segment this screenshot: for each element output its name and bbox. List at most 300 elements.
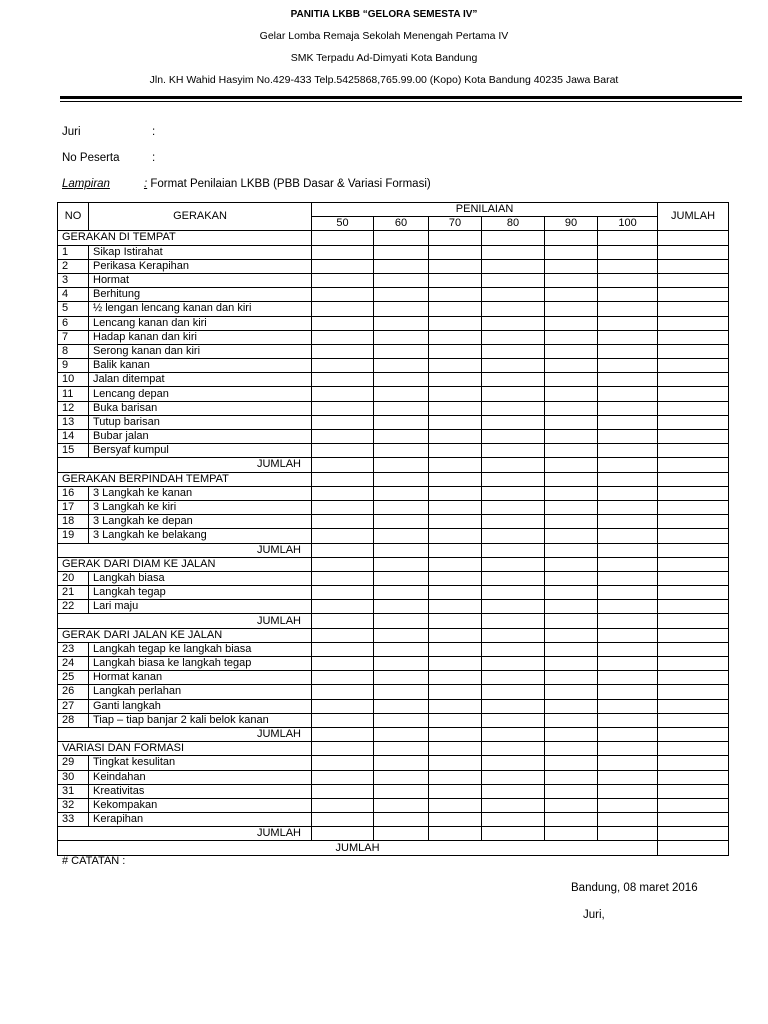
score-cell[interactable] (429, 600, 482, 614)
score-cell[interactable] (658, 486, 729, 500)
score-cell[interactable] (312, 486, 374, 500)
score-cell[interactable] (482, 770, 545, 784)
score-cell[interactable] (312, 614, 374, 628)
score-cell[interactable] (598, 359, 658, 373)
score-cell[interactable] (598, 827, 658, 841)
score-cell[interactable] (312, 798, 374, 812)
score-cell[interactable] (374, 302, 429, 316)
score-cell[interactable] (429, 586, 482, 600)
grand-total-cell[interactable] (658, 841, 729, 855)
score-cell[interactable] (482, 586, 545, 600)
score-cell[interactable] (545, 798, 598, 812)
score-cell[interactable] (598, 770, 658, 784)
score-cell[interactable] (374, 515, 429, 529)
score-cell[interactable] (482, 515, 545, 529)
score-cell[interactable] (429, 543, 482, 557)
score-cell[interactable] (658, 515, 729, 529)
score-cell[interactable] (429, 231, 482, 245)
score-cell[interactable] (312, 288, 374, 302)
score-cell[interactable] (658, 500, 729, 514)
score-cell[interactable] (482, 359, 545, 373)
score-cell[interactable] (429, 344, 482, 358)
score-cell[interactable] (374, 699, 429, 713)
score-cell[interactable] (545, 571, 598, 585)
score-cell[interactable] (429, 245, 482, 259)
score-cell[interactable] (429, 813, 482, 827)
score-cell[interactable] (658, 813, 729, 827)
score-cell[interactable] (374, 472, 429, 486)
score-cell[interactable] (429, 444, 482, 458)
score-cell[interactable] (598, 657, 658, 671)
score-cell[interactable] (374, 557, 429, 571)
score-cell[interactable] (312, 415, 374, 429)
score-cell[interactable] (374, 756, 429, 770)
score-cell[interactable] (374, 813, 429, 827)
score-cell[interactable] (598, 444, 658, 458)
score-cell[interactable] (429, 770, 482, 784)
score-cell[interactable] (312, 671, 374, 685)
score-cell[interactable] (658, 699, 729, 713)
score-cell[interactable] (598, 628, 658, 642)
score-cell[interactable] (598, 500, 658, 514)
score-cell[interactable] (374, 500, 429, 514)
score-cell[interactable] (545, 713, 598, 727)
score-cell[interactable] (658, 727, 729, 741)
score-cell[interactable] (658, 359, 729, 373)
score-cell[interactable] (598, 784, 658, 798)
score-cell[interactable] (598, 557, 658, 571)
score-cell[interactable] (598, 302, 658, 316)
score-cell[interactable] (545, 628, 598, 642)
score-cell[interactable] (598, 387, 658, 401)
score-cell[interactable] (545, 742, 598, 756)
score-cell[interactable] (429, 316, 482, 330)
score-cell[interactable] (374, 373, 429, 387)
score-cell[interactable] (598, 401, 658, 415)
score-cell[interactable] (429, 798, 482, 812)
score-cell[interactable] (545, 302, 598, 316)
score-cell[interactable] (482, 344, 545, 358)
score-cell[interactable] (312, 827, 374, 841)
score-cell[interactable] (374, 571, 429, 585)
score-cell[interactable] (429, 515, 482, 529)
score-cell[interactable] (658, 415, 729, 429)
score-cell[interactable] (374, 316, 429, 330)
score-cell[interactable] (374, 713, 429, 727)
score-cell[interactable] (374, 671, 429, 685)
score-cell[interactable] (598, 472, 658, 486)
score-cell[interactable] (658, 671, 729, 685)
score-cell[interactable] (545, 486, 598, 500)
score-cell[interactable] (482, 727, 545, 741)
score-cell[interactable] (658, 373, 729, 387)
score-cell[interactable] (482, 557, 545, 571)
score-cell[interactable] (429, 756, 482, 770)
score-cell[interactable] (312, 742, 374, 756)
score-cell[interactable] (545, 827, 598, 841)
score-cell[interactable] (374, 742, 429, 756)
score-cell[interactable] (482, 245, 545, 259)
score-cell[interactable] (312, 529, 374, 543)
score-cell[interactable] (429, 614, 482, 628)
score-cell[interactable] (312, 500, 374, 514)
score-cell[interactable] (482, 330, 545, 344)
score-cell[interactable] (545, 671, 598, 685)
score-cell[interactable] (374, 586, 429, 600)
score-cell[interactable] (482, 642, 545, 656)
score-cell[interactable] (598, 259, 658, 273)
score-cell[interactable] (482, 387, 545, 401)
score-cell[interactable] (658, 756, 729, 770)
score-cell[interactable] (312, 401, 374, 415)
score-cell[interactable] (545, 515, 598, 529)
score-cell[interactable] (658, 430, 729, 444)
score-cell[interactable] (598, 529, 658, 543)
score-cell[interactable] (545, 614, 598, 628)
score-cell[interactable] (545, 373, 598, 387)
score-cell[interactable] (429, 330, 482, 344)
score-cell[interactable] (374, 444, 429, 458)
score-cell[interactable] (374, 628, 429, 642)
score-cell[interactable] (312, 586, 374, 600)
score-cell[interactable] (658, 770, 729, 784)
score-cell[interactable] (545, 288, 598, 302)
score-cell[interactable] (658, 557, 729, 571)
score-cell[interactable] (429, 259, 482, 273)
score-cell[interactable] (312, 727, 374, 741)
score-cell[interactable] (598, 458, 658, 472)
score-cell[interactable] (312, 472, 374, 486)
score-cell[interactable] (429, 713, 482, 727)
score-cell[interactable] (482, 671, 545, 685)
score-cell[interactable] (312, 813, 374, 827)
score-cell[interactable] (312, 387, 374, 401)
score-cell[interactable] (545, 231, 598, 245)
score-cell[interactable] (482, 302, 545, 316)
score-cell[interactable] (374, 415, 429, 429)
score-cell[interactable] (658, 529, 729, 543)
score-cell[interactable] (658, 614, 729, 628)
score-cell[interactable] (312, 273, 374, 287)
score-cell[interactable] (545, 259, 598, 273)
score-cell[interactable] (429, 415, 482, 429)
score-cell[interactable] (429, 827, 482, 841)
score-cell[interactable] (482, 614, 545, 628)
score-cell[interactable] (482, 316, 545, 330)
score-cell[interactable] (312, 571, 374, 585)
score-cell[interactable] (658, 600, 729, 614)
score-cell[interactable] (312, 515, 374, 529)
score-cell[interactable] (598, 571, 658, 585)
score-cell[interactable] (598, 813, 658, 827)
score-cell[interactable] (429, 699, 482, 713)
score-cell[interactable] (545, 415, 598, 429)
score-cell[interactable] (482, 713, 545, 727)
score-cell[interactable] (598, 515, 658, 529)
score-cell[interactable] (545, 401, 598, 415)
score-cell[interactable] (374, 458, 429, 472)
score-cell[interactable] (429, 401, 482, 415)
score-cell[interactable] (312, 344, 374, 358)
score-cell[interactable] (374, 784, 429, 798)
score-cell[interactable] (545, 657, 598, 671)
score-cell[interactable] (658, 827, 729, 841)
score-cell[interactable] (598, 685, 658, 699)
score-cell[interactable] (482, 472, 545, 486)
score-cell[interactable] (429, 458, 482, 472)
score-cell[interactable] (658, 458, 729, 472)
score-cell[interactable] (429, 642, 482, 656)
score-cell[interactable] (312, 259, 374, 273)
score-cell[interactable] (312, 685, 374, 699)
score-cell[interactable] (545, 500, 598, 514)
score-cell[interactable] (374, 543, 429, 557)
score-cell[interactable] (429, 557, 482, 571)
score-cell[interactable] (374, 642, 429, 656)
score-cell[interactable] (658, 642, 729, 656)
score-cell[interactable] (658, 259, 729, 273)
score-cell[interactable] (482, 273, 545, 287)
score-cell[interactable] (312, 373, 374, 387)
score-cell[interactable] (598, 713, 658, 727)
score-cell[interactable] (658, 784, 729, 798)
score-cell[interactable] (482, 444, 545, 458)
score-cell[interactable] (598, 600, 658, 614)
score-cell[interactable] (429, 288, 482, 302)
score-cell[interactable] (312, 330, 374, 344)
score-cell[interactable] (658, 628, 729, 642)
score-cell[interactable] (374, 401, 429, 415)
score-cell[interactable] (545, 770, 598, 784)
score-cell[interactable] (429, 486, 482, 500)
score-cell[interactable] (312, 756, 374, 770)
score-cell[interactable] (312, 770, 374, 784)
score-cell[interactable] (312, 316, 374, 330)
score-cell[interactable] (429, 430, 482, 444)
score-cell[interactable] (598, 742, 658, 756)
score-cell[interactable] (598, 798, 658, 812)
score-cell[interactable] (658, 685, 729, 699)
score-cell[interactable] (482, 458, 545, 472)
score-cell[interactable] (482, 798, 545, 812)
score-cell[interactable] (545, 642, 598, 656)
score-cell[interactable] (482, 543, 545, 557)
score-cell[interactable] (312, 430, 374, 444)
score-cell[interactable] (312, 231, 374, 245)
score-cell[interactable] (658, 316, 729, 330)
score-cell[interactable] (374, 685, 429, 699)
score-cell[interactable] (545, 529, 598, 543)
score-cell[interactable] (312, 713, 374, 727)
score-cell[interactable] (658, 302, 729, 316)
score-cell[interactable] (429, 500, 482, 514)
score-cell[interactable] (482, 529, 545, 543)
score-cell[interactable] (545, 557, 598, 571)
score-cell[interactable] (312, 628, 374, 642)
score-cell[interactable] (658, 330, 729, 344)
score-cell[interactable] (312, 642, 374, 656)
score-cell[interactable] (658, 543, 729, 557)
score-cell[interactable] (429, 628, 482, 642)
score-cell[interactable] (374, 614, 429, 628)
score-cell[interactable] (545, 472, 598, 486)
score-cell[interactable] (545, 784, 598, 798)
score-cell[interactable] (482, 628, 545, 642)
score-cell[interactable] (545, 245, 598, 259)
score-cell[interactable] (482, 373, 545, 387)
score-cell[interactable] (482, 742, 545, 756)
score-cell[interactable] (374, 273, 429, 287)
score-cell[interactable] (482, 571, 545, 585)
score-cell[interactable] (482, 415, 545, 429)
score-cell[interactable] (658, 798, 729, 812)
score-cell[interactable] (374, 600, 429, 614)
score-cell[interactable] (482, 813, 545, 827)
score-cell[interactable] (482, 685, 545, 699)
score-cell[interactable] (598, 642, 658, 656)
score-cell[interactable] (374, 657, 429, 671)
score-cell[interactable] (598, 430, 658, 444)
score-cell[interactable] (598, 543, 658, 557)
score-cell[interactable] (312, 444, 374, 458)
score-cell[interactable] (374, 529, 429, 543)
score-cell[interactable] (312, 543, 374, 557)
score-cell[interactable] (429, 671, 482, 685)
score-cell[interactable] (658, 231, 729, 245)
score-cell[interactable] (374, 288, 429, 302)
score-cell[interactable] (482, 600, 545, 614)
score-cell[interactable] (429, 359, 482, 373)
score-cell[interactable] (598, 415, 658, 429)
score-cell[interactable] (658, 657, 729, 671)
score-cell[interactable] (545, 359, 598, 373)
score-cell[interactable] (598, 330, 658, 344)
score-cell[interactable] (312, 245, 374, 259)
score-cell[interactable] (658, 571, 729, 585)
score-cell[interactable] (429, 784, 482, 798)
score-cell[interactable] (658, 444, 729, 458)
score-cell[interactable] (429, 742, 482, 756)
score-cell[interactable] (374, 486, 429, 500)
score-cell[interactable] (598, 245, 658, 259)
score-cell[interactable] (482, 699, 545, 713)
score-cell[interactable] (429, 373, 482, 387)
score-cell[interactable] (482, 231, 545, 245)
score-cell[interactable] (598, 756, 658, 770)
score-cell[interactable] (545, 344, 598, 358)
score-cell[interactable] (598, 486, 658, 500)
score-cell[interactable] (374, 231, 429, 245)
score-cell[interactable] (545, 444, 598, 458)
score-cell[interactable] (429, 273, 482, 287)
score-cell[interactable] (545, 685, 598, 699)
score-cell[interactable] (545, 430, 598, 444)
score-cell[interactable] (374, 387, 429, 401)
score-cell[interactable] (374, 430, 429, 444)
score-cell[interactable] (374, 827, 429, 841)
score-cell[interactable] (312, 600, 374, 614)
score-cell[interactable] (312, 699, 374, 713)
score-cell[interactable] (374, 330, 429, 344)
score-cell[interactable] (658, 344, 729, 358)
score-cell[interactable] (482, 500, 545, 514)
score-cell[interactable] (598, 586, 658, 600)
score-cell[interactable] (658, 245, 729, 259)
score-cell[interactable] (545, 458, 598, 472)
score-cell[interactable] (312, 784, 374, 798)
score-cell[interactable] (598, 316, 658, 330)
score-cell[interactable] (658, 472, 729, 486)
score-cell[interactable] (545, 727, 598, 741)
score-cell[interactable] (429, 657, 482, 671)
score-cell[interactable] (374, 770, 429, 784)
score-cell[interactable] (598, 273, 658, 287)
score-cell[interactable] (545, 273, 598, 287)
score-cell[interactable] (374, 359, 429, 373)
score-cell[interactable] (598, 699, 658, 713)
score-cell[interactable] (482, 288, 545, 302)
score-cell[interactable] (482, 657, 545, 671)
score-cell[interactable] (374, 245, 429, 259)
score-cell[interactable] (429, 685, 482, 699)
score-cell[interactable] (482, 401, 545, 415)
score-cell[interactable] (658, 742, 729, 756)
score-cell[interactable] (482, 259, 545, 273)
score-cell[interactable] (429, 472, 482, 486)
score-cell[interactable] (482, 486, 545, 500)
score-cell[interactable] (429, 727, 482, 741)
score-cell[interactable] (545, 387, 598, 401)
score-cell[interactable] (598, 231, 658, 245)
score-cell[interactable] (545, 543, 598, 557)
score-cell[interactable] (429, 529, 482, 543)
score-cell[interactable] (312, 458, 374, 472)
score-cell[interactable] (658, 273, 729, 287)
score-cell[interactable] (598, 344, 658, 358)
score-cell[interactable] (598, 671, 658, 685)
score-cell[interactable] (312, 657, 374, 671)
score-cell[interactable] (374, 259, 429, 273)
score-cell[interactable] (545, 756, 598, 770)
score-cell[interactable] (482, 756, 545, 770)
score-cell[interactable] (374, 798, 429, 812)
score-cell[interactable] (545, 699, 598, 713)
score-cell[interactable] (658, 586, 729, 600)
score-cell[interactable] (312, 557, 374, 571)
score-cell[interactable] (374, 344, 429, 358)
score-cell[interactable] (545, 600, 598, 614)
score-cell[interactable] (482, 784, 545, 798)
score-cell[interactable] (658, 401, 729, 415)
score-cell[interactable] (598, 614, 658, 628)
score-cell[interactable] (598, 373, 658, 387)
score-cell[interactable] (598, 288, 658, 302)
score-cell[interactable] (429, 302, 482, 316)
score-cell[interactable] (598, 727, 658, 741)
score-cell[interactable] (312, 302, 374, 316)
score-cell[interactable] (658, 288, 729, 302)
score-cell[interactable] (482, 430, 545, 444)
score-cell[interactable] (658, 713, 729, 727)
score-cell[interactable] (545, 813, 598, 827)
score-cell[interactable] (545, 316, 598, 330)
score-cell[interactable] (482, 827, 545, 841)
score-cell[interactable] (374, 727, 429, 741)
score-cell[interactable] (429, 387, 482, 401)
score-cell[interactable] (545, 586, 598, 600)
score-cell[interactable] (658, 387, 729, 401)
score-cell[interactable] (545, 330, 598, 344)
